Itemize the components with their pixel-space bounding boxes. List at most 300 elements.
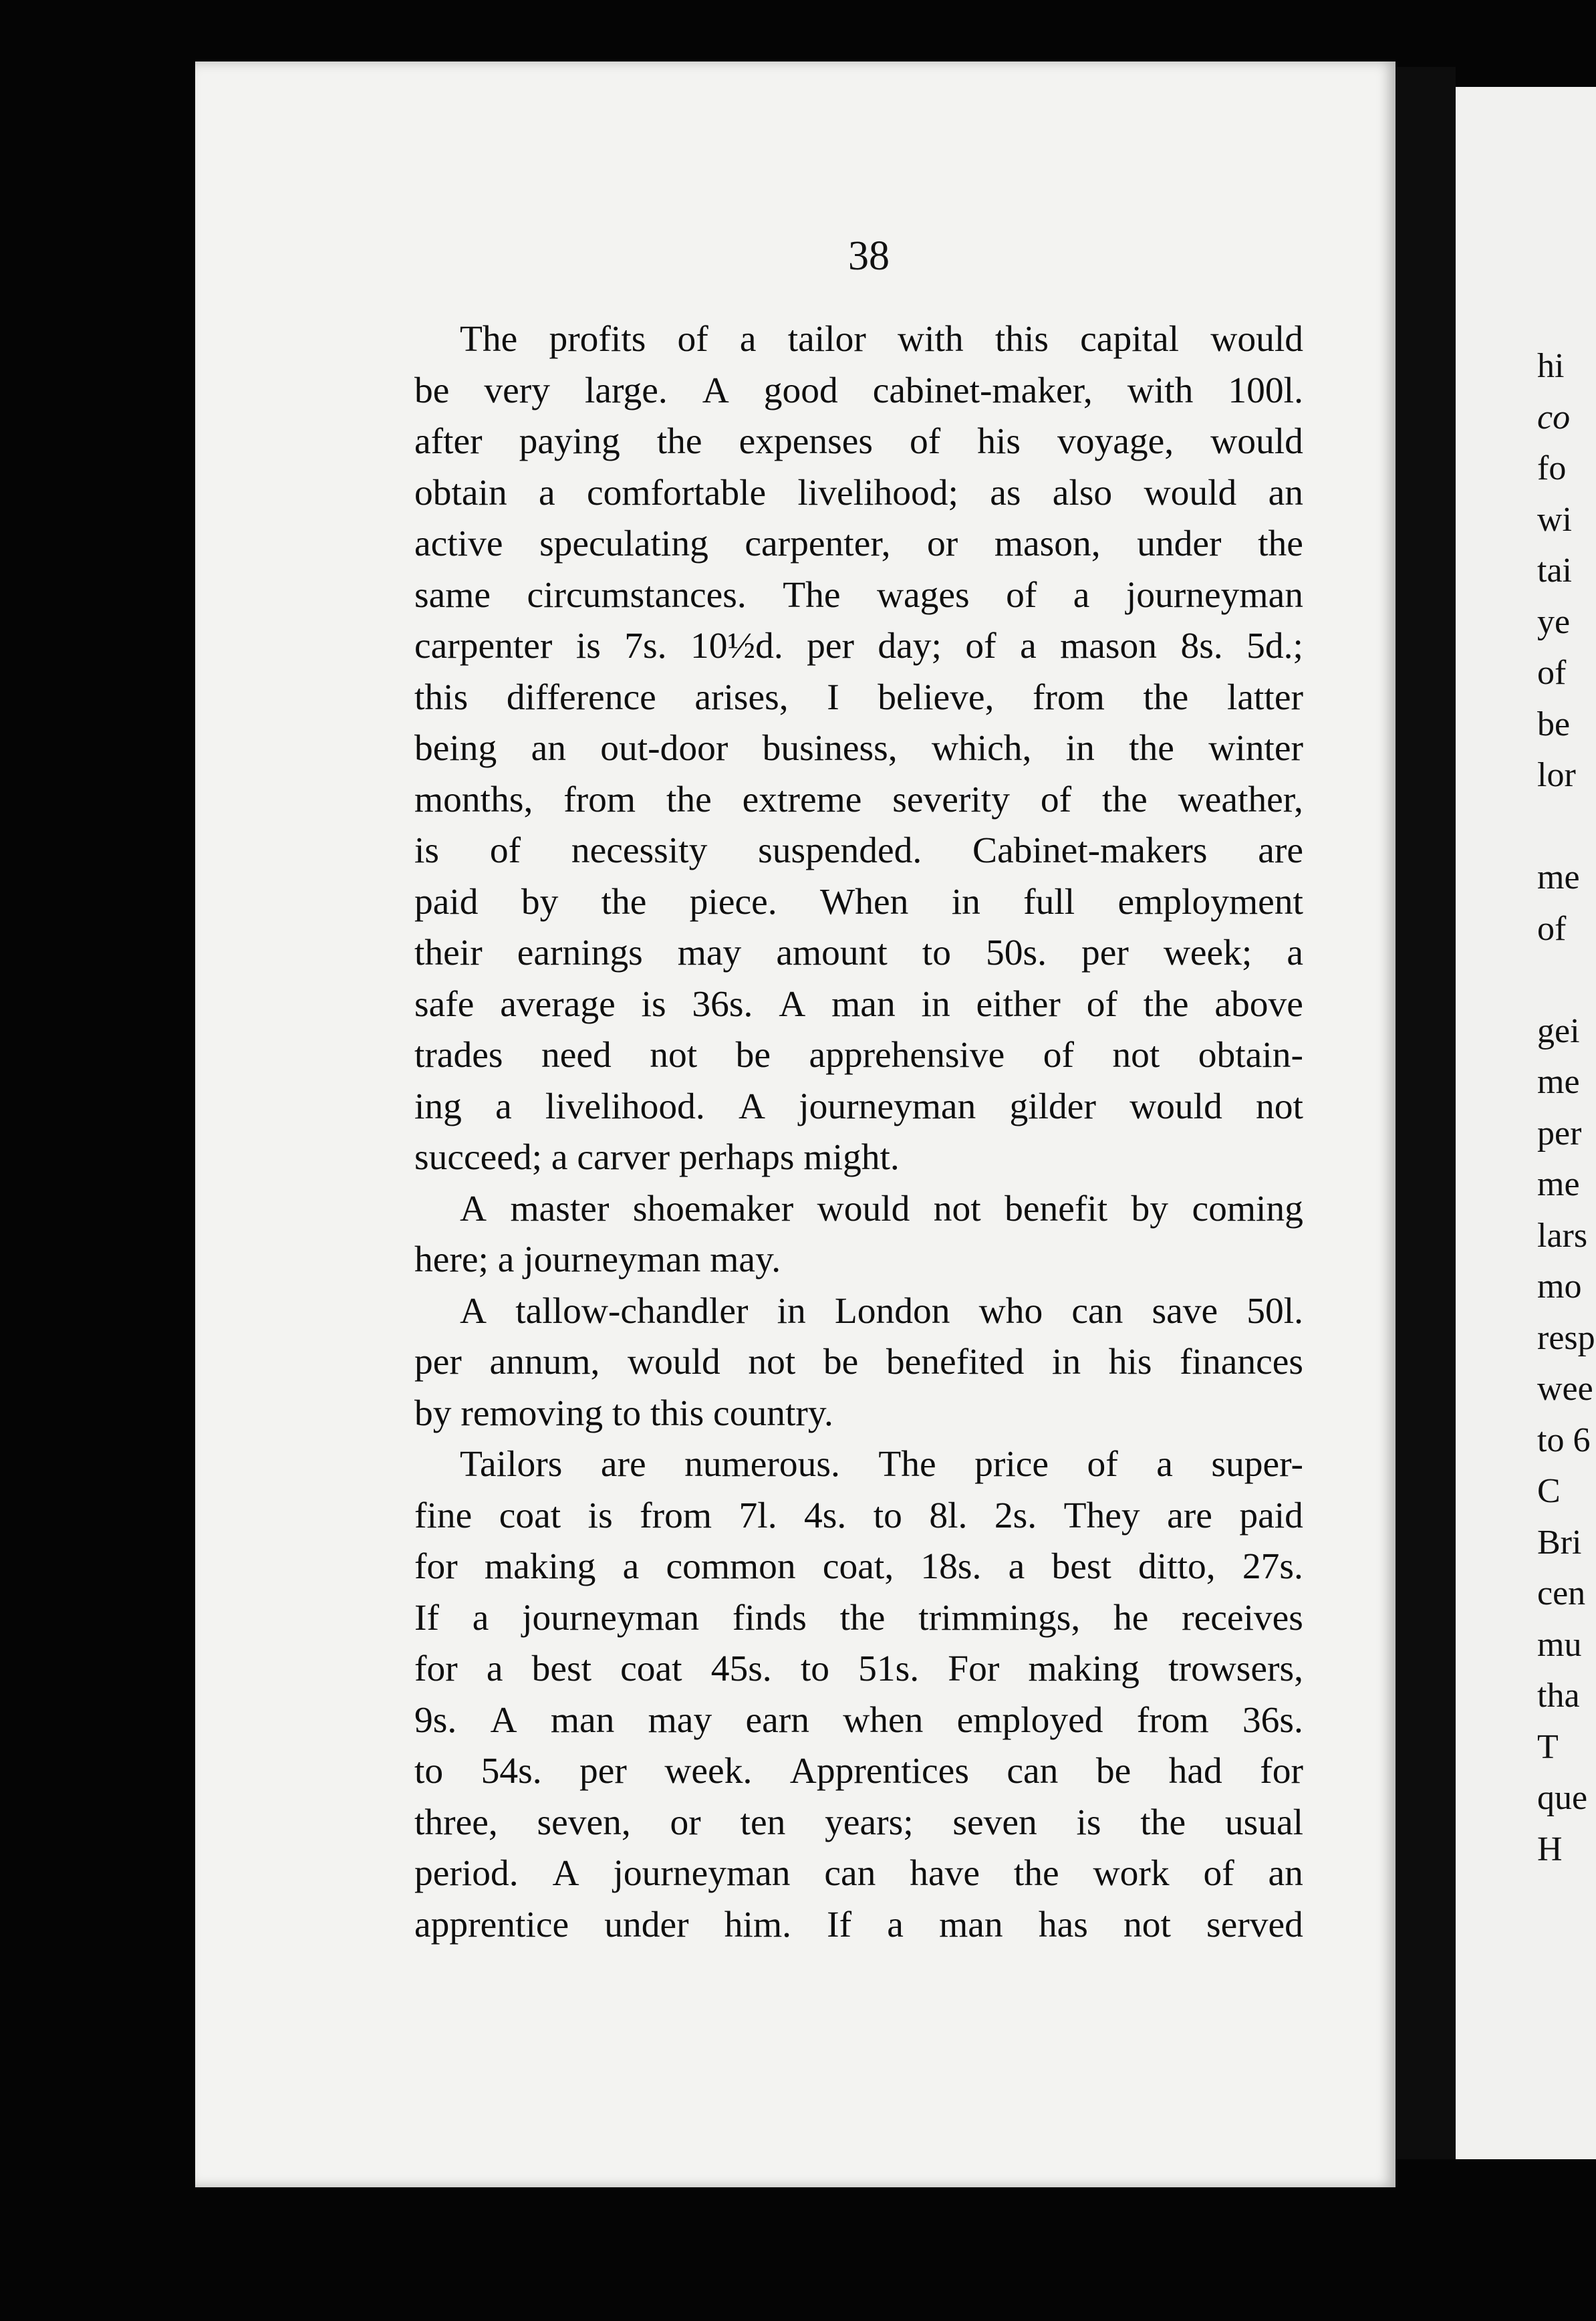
- facing-fragment: co: [1537, 398, 1571, 437]
- word: of: [1006, 574, 1037, 616]
- word: not: [650, 1035, 698, 1076]
- facing-fragment: lars: [1537, 1216, 1588, 1255]
- word: or: [927, 523, 958, 564]
- word: voyage,: [1057, 421, 1174, 462]
- facing-fragment: cen: [1537, 1574, 1586, 1612]
- word: seven: [952, 1802, 1037, 1843]
- word: 10½d.: [690, 626, 783, 666]
- word: of: [677, 319, 708, 360]
- word: of: [1086, 983, 1117, 1025]
- word: would: [1210, 319, 1303, 360]
- word: coat,: [822, 1546, 894, 1587]
- word: 100l.: [1228, 370, 1303, 411]
- word: man: [831, 983, 896, 1025]
- text-line: [414, 1900, 1303, 1951]
- word: in: [951, 881, 980, 923]
- word: 50l.: [1246, 1290, 1303, 1332]
- text-line: here; a journeyman may.: [414, 1239, 781, 1280]
- text-line: [414, 416, 1303, 468]
- word: in: [1065, 728, 1095, 769]
- word: obtain: [414, 472, 507, 513]
- text-line: [414, 519, 1303, 570]
- word: the: [1143, 983, 1189, 1025]
- word: trades: [414, 1035, 503, 1076]
- word: 7l.: [739, 1495, 777, 1536]
- word: may: [648, 1699, 712, 1741]
- text-line: [414, 1184, 1303, 1235]
- word: by: [521, 881, 559, 923]
- word: When: [819, 881, 909, 923]
- word: amount: [776, 933, 888, 973]
- word: capital: [1080, 319, 1180, 360]
- word: A: [552, 1853, 579, 1894]
- word: work: [1093, 1853, 1170, 1894]
- word: 8l.: [929, 1495, 968, 1536]
- word: have: [910, 1853, 980, 1894]
- word: of: [1043, 1035, 1074, 1076]
- word: winter: [1208, 728, 1303, 769]
- word: has: [1038, 1904, 1088, 1945]
- word: benefit: [1005, 1188, 1108, 1229]
- word: is: [575, 626, 601, 666]
- word: apprehensive: [809, 1035, 1005, 1076]
- word: average: [500, 983, 616, 1025]
- word: him.: [724, 1904, 792, 1945]
- facing-page-fragments: [1537, 341, 1596, 1875]
- facing-fragment: me: [1537, 1063, 1580, 1101]
- word: a: [1020, 626, 1037, 666]
- word: active: [414, 523, 503, 564]
- word: carpenter: [414, 626, 553, 666]
- text-line: [414, 1030, 1303, 1082]
- word: per: [807, 626, 854, 666]
- word: week.: [664, 1751, 753, 1792]
- word: A: [702, 370, 729, 411]
- word: wages: [876, 574, 970, 616]
- word: not: [1123, 1904, 1171, 1945]
- word: not: [1256, 1086, 1303, 1127]
- word: an: [1268, 1853, 1303, 1894]
- word: They: [1063, 1495, 1140, 1536]
- word: If: [827, 1904, 852, 1945]
- word: man: [939, 1904, 1003, 1945]
- word: 7s.: [624, 626, 667, 666]
- word: The: [460, 319, 518, 360]
- word: journeyman: [522, 1597, 700, 1638]
- word: the: [1140, 1802, 1186, 1843]
- word: after: [414, 421, 483, 462]
- word: paid: [414, 881, 479, 923]
- word: A: [460, 1290, 487, 1332]
- word: usual: [1224, 1802, 1303, 1843]
- word: from: [1136, 1699, 1209, 1741]
- word: a: [739, 319, 757, 360]
- word: would: [817, 1188, 910, 1229]
- word: earnings: [517, 933, 643, 973]
- word: as: [990, 472, 1021, 513]
- word: weather,: [1178, 779, 1303, 820]
- word: circumstances.: [527, 574, 747, 616]
- word: can: [1071, 1290, 1123, 1332]
- word: or: [670, 1802, 701, 1843]
- word: the: [666, 779, 712, 820]
- word: The: [783, 574, 841, 616]
- facing-fragment: [1537, 955, 1596, 1006]
- facing-fragment: fo: [1537, 449, 1567, 487]
- word: seven,: [537, 1802, 631, 1843]
- word: the: [656, 421, 702, 462]
- facing-fragment: mo: [1537, 1267, 1582, 1306]
- word: may: [677, 933, 742, 973]
- word: mason: [1060, 626, 1158, 666]
- word: tailor: [787, 319, 866, 360]
- word: out-door: [600, 728, 728, 769]
- word: his: [977, 421, 1021, 462]
- text-line: [414, 1082, 1303, 1133]
- text-line: [414, 1593, 1303, 1644]
- word: had: [1168, 1751, 1222, 1792]
- word: same: [414, 574, 491, 616]
- word: for: [414, 1648, 458, 1689]
- facing-fragment: [1537, 802, 1596, 853]
- word: 18s.: [920, 1546, 982, 1587]
- word: coat: [620, 1648, 682, 1689]
- word: months,: [414, 779, 533, 820]
- word: with: [897, 319, 964, 360]
- word: a: [887, 1904, 904, 1945]
- word: per: [414, 1342, 462, 1382]
- facing-fragment: Bri: [1537, 1523, 1582, 1562]
- word: 51s.: [858, 1648, 920, 1689]
- word: a: [1287, 933, 1303, 973]
- word: not: [1112, 1035, 1160, 1076]
- word: A: [738, 1086, 766, 1127]
- facing-fragment: tha: [1537, 1677, 1580, 1715]
- text-line: [414, 366, 1303, 417]
- word: the: [1129, 728, 1174, 769]
- facing-fragment: que: [1537, 1779, 1588, 1817]
- word: is: [587, 1495, 613, 1536]
- text-line: [414, 1798, 1303, 1849]
- text-line: [414, 1746, 1303, 1798]
- word: when: [843, 1699, 924, 1741]
- word: receives: [1182, 1597, 1303, 1638]
- word: be: [823, 1342, 859, 1382]
- word: in: [921, 983, 950, 1025]
- text-line: [414, 1695, 1303, 1747]
- word: gilder: [1009, 1086, 1096, 1127]
- word: would: [1210, 421, 1303, 462]
- word: ing: [414, 1086, 462, 1127]
- word: shoemaker: [632, 1188, 794, 1229]
- word: is: [414, 830, 440, 871]
- word: very: [484, 370, 550, 411]
- text-line: [414, 723, 1303, 775]
- word: A: [779, 983, 806, 1025]
- word: mason,: [994, 523, 1101, 564]
- word: are: [1167, 1495, 1212, 1536]
- word: cabinet-maker,: [872, 370, 1093, 411]
- word: The: [878, 1444, 936, 1485]
- facing-fragment: me: [1537, 1165, 1580, 1203]
- facing-fragment: of: [1537, 909, 1567, 948]
- word: the: [1013, 1853, 1059, 1894]
- word: by: [1131, 1188, 1169, 1229]
- word: a: [1008, 1546, 1025, 1587]
- text-line: [414, 570, 1303, 622]
- facing-fragment: T: [1537, 1727, 1559, 1766]
- word: large.: [584, 370, 668, 411]
- word: an: [1268, 472, 1303, 513]
- word: 36s.: [1242, 1699, 1303, 1741]
- word: comfortable: [587, 472, 767, 513]
- word: man: [550, 1699, 615, 1741]
- word: benefited: [886, 1342, 1025, 1382]
- word: would: [1144, 472, 1237, 513]
- word: 9s.: [414, 1699, 457, 1741]
- word: 5d.;: [1246, 626, 1303, 666]
- word: livelihood.: [545, 1086, 705, 1127]
- word: business,: [762, 728, 898, 769]
- facing-fragment: be: [1537, 705, 1571, 743]
- word: best: [531, 1648, 592, 1689]
- text-line: [414, 826, 1303, 877]
- word: master: [510, 1188, 610, 1229]
- facing-fragment: hi: [1537, 347, 1565, 385]
- word: would: [1129, 1086, 1222, 1127]
- word: this: [994, 319, 1049, 360]
- word: 8s.: [1180, 626, 1223, 666]
- word: can: [824, 1853, 876, 1894]
- word: coat: [499, 1495, 561, 1536]
- word: I: [827, 677, 839, 718]
- word: are: [600, 1444, 646, 1485]
- word: from: [640, 1495, 712, 1536]
- word: is: [641, 983, 666, 1025]
- word: extreme: [742, 779, 862, 820]
- facing-fragment: lor: [1537, 756, 1576, 794]
- word: livelihood;: [797, 472, 958, 513]
- word: speculating: [539, 523, 708, 564]
- word: full: [1023, 881, 1075, 923]
- word: the: [1101, 779, 1148, 820]
- word: of: [1040, 779, 1072, 820]
- word: to: [414, 1751, 444, 1792]
- word: who: [978, 1290, 1043, 1332]
- word: believe,: [878, 677, 994, 718]
- word: London: [834, 1290, 950, 1332]
- word: necessity: [571, 830, 708, 871]
- word: to: [922, 933, 951, 973]
- word: be: [414, 370, 450, 411]
- word: of: [965, 626, 996, 666]
- text-line: [414, 1337, 1303, 1388]
- word: journeyman: [613, 1853, 791, 1894]
- word: save: [1152, 1290, 1218, 1332]
- word: be: [735, 1035, 771, 1076]
- word: is: [1076, 1802, 1101, 1843]
- word: best: [1051, 1546, 1111, 1587]
- word: of: [1203, 1853, 1234, 1894]
- word: 50s.: [985, 933, 1047, 973]
- word: tallow-chandler: [515, 1290, 749, 1332]
- word: apprentice: [414, 1904, 569, 1945]
- word: which,: [931, 728, 1032, 769]
- book-gutter: [1395, 67, 1456, 2159]
- word: super-: [1211, 1444, 1303, 1485]
- text-line: [414, 1848, 1303, 1900]
- text-line: [414, 314, 1303, 366]
- word: Cabinet-makers: [972, 830, 1208, 871]
- word: profits: [549, 319, 646, 360]
- text-line: succeed; a carver perhaps might.: [414, 1137, 900, 1178]
- word: journeyman: [1125, 574, 1303, 616]
- word: also: [1052, 472, 1113, 513]
- word: three,: [414, 1802, 498, 1843]
- word: severity: [892, 779, 1010, 820]
- word: trimmings,: [918, 1597, 1081, 1638]
- word: 45s.: [710, 1648, 772, 1689]
- facing-fragment: of: [1537, 654, 1567, 692]
- word: for: [414, 1546, 458, 1587]
- word: to: [800, 1648, 829, 1689]
- word: a: [1073, 574, 1090, 616]
- word: a: [472, 1597, 489, 1638]
- text-line: [414, 1491, 1303, 1542]
- word: are: [1258, 830, 1303, 871]
- word: paid: [1239, 1495, 1303, 1536]
- word: Apprentices: [789, 1751, 969, 1792]
- word: latter: [1226, 677, 1303, 718]
- facing-fragment: resp: [1537, 1318, 1595, 1357]
- word: expenses: [739, 421, 873, 462]
- word: either: [976, 983, 1061, 1025]
- word: safe: [414, 983, 475, 1025]
- word: not: [933, 1188, 981, 1229]
- word: 4s.: [804, 1495, 847, 1536]
- word: journeyman: [799, 1086, 976, 1127]
- word: above: [1214, 983, 1303, 1025]
- word: the: [601, 881, 647, 923]
- word: this: [414, 677, 469, 718]
- word: trowsers,: [1168, 1648, 1303, 1689]
- word: price: [974, 1444, 1049, 1485]
- facing-fragment: gei: [1537, 1011, 1580, 1050]
- word: employed: [956, 1699, 1103, 1741]
- text-line: [414, 468, 1303, 519]
- word: can: [1007, 1751, 1059, 1792]
- word: the: [1258, 523, 1303, 564]
- word: with: [1127, 370, 1194, 411]
- word: 27s.: [1242, 1546, 1303, 1587]
- word: an: [531, 728, 566, 769]
- word: obtain-: [1198, 1035, 1303, 1076]
- text-line: [414, 673, 1303, 724]
- word: finances: [1180, 1342, 1303, 1382]
- word: would: [628, 1342, 720, 1382]
- facing-fragment: wi: [1537, 500, 1572, 539]
- facing-fragment: mu: [1537, 1625, 1582, 1664]
- facing-fragment: to 6: [1537, 1421, 1591, 1459]
- word: a: [486, 1648, 503, 1689]
- word: in: [1051, 1342, 1081, 1382]
- word: arises,: [694, 677, 789, 718]
- word: to: [873, 1495, 902, 1536]
- word: be: [1095, 1751, 1132, 1792]
- word: for: [1260, 1751, 1303, 1792]
- facing-fragment: me: [1537, 858, 1580, 896]
- word: ten: [740, 1802, 786, 1843]
- word: making: [1028, 1648, 1140, 1689]
- page-number: 38: [848, 233, 890, 279]
- facing-fragment: ye: [1537, 602, 1571, 641]
- word: need: [541, 1035, 612, 1076]
- word: Tailors: [460, 1444, 563, 1485]
- word: from: [1033, 677, 1105, 718]
- word: annum,: [489, 1342, 600, 1382]
- word: in: [777, 1290, 806, 1332]
- word: carpenter,: [745, 523, 891, 564]
- text-line: [414, 928, 1303, 979]
- text-line: by removing to this country.: [414, 1392, 833, 1434]
- word: a: [539, 472, 555, 513]
- facing-fragment: C: [1537, 1472, 1561, 1510]
- word: 36s.: [692, 983, 753, 1025]
- word: common: [666, 1546, 796, 1587]
- body-text: [414, 314, 1303, 1951]
- word: years;: [825, 1802, 914, 1843]
- word: a: [622, 1546, 640, 1587]
- word: not: [748, 1342, 796, 1382]
- text-line: [414, 1286, 1303, 1338]
- text-line: [414, 1439, 1303, 1491]
- facing-fragment: H: [1537, 1830, 1563, 1868]
- word: If: [414, 1597, 439, 1638]
- word: week;: [1163, 933, 1252, 973]
- word: their: [414, 933, 483, 973]
- text-line: [414, 1542, 1303, 1593]
- word: under: [1137, 523, 1222, 564]
- word: from: [563, 779, 636, 820]
- word: ditto,: [1138, 1546, 1216, 1587]
- word: good: [763, 370, 838, 411]
- word: making: [484, 1546, 596, 1587]
- word: per: [1081, 933, 1129, 973]
- text-line: [414, 621, 1303, 673]
- word: A: [460, 1188, 487, 1229]
- facing-fragment: tai: [1537, 552, 1572, 590]
- word: piece.: [689, 881, 777, 923]
- word: numerous.: [684, 1444, 840, 1485]
- word: employment: [1117, 881, 1303, 923]
- text-line: [414, 877, 1303, 929]
- text-line: [414, 775, 1303, 826]
- word: being: [414, 728, 497, 769]
- word: For: [948, 1648, 1000, 1689]
- word: earn: [745, 1699, 809, 1741]
- word: he: [1113, 1597, 1149, 1638]
- word: of: [489, 830, 521, 871]
- word: the: [1143, 677, 1189, 718]
- word: a: [1156, 1444, 1173, 1485]
- word: difference: [506, 677, 656, 718]
- word: of: [1087, 1444, 1118, 1485]
- word: paying: [519, 421, 620, 462]
- word: suspended.: [758, 830, 922, 871]
- facing-fragment: per: [1537, 1114, 1582, 1152]
- word: under: [604, 1904, 689, 1945]
- word: served: [1206, 1904, 1303, 1945]
